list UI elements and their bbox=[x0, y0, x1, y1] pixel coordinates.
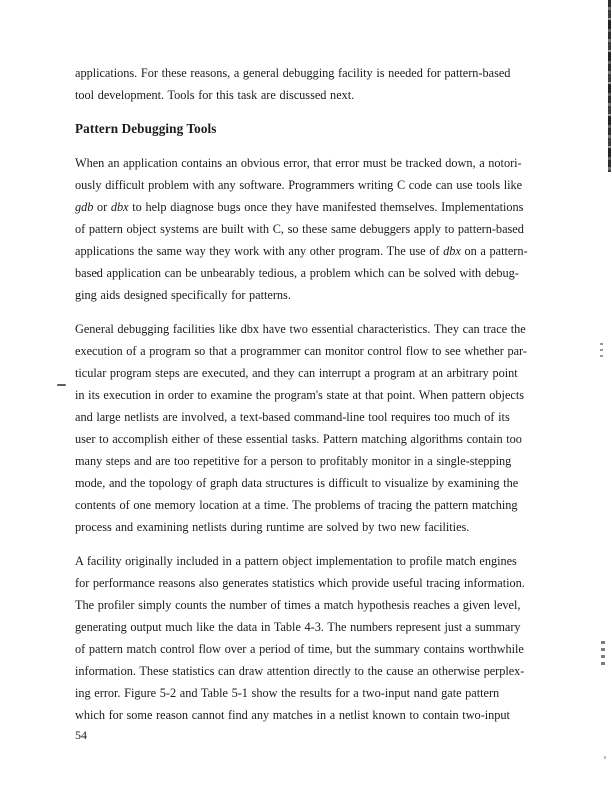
text-line: ing error. Figure 5-2 and Table 5-1 show the results for a two-input nand gate pattern bbox=[75, 686, 500, 700]
text-line: applications the same way they work with any other program. The use of dbx on a pattern- bbox=[75, 244, 528, 258]
text-line: user to accomplish either of these essential tasks. Pattern matching algorithms contain too bbox=[75, 432, 522, 446]
text-line: A facility originally included in a pattern object implementation to profile match engines bbox=[75, 554, 517, 568]
text-line: and large netlists are involved, a text-based command-line tool requires too much of its bbox=[75, 410, 510, 424]
italic-term: dbx bbox=[443, 244, 461, 258]
scan-artifact-speck bbox=[600, 343, 603, 358]
text-line: General debugging facilities like dbx have two essential characteristics. They can trace the bbox=[75, 322, 526, 336]
text-line: mode, and the topology of graph data structures is difficult to visualize by examining the bbox=[75, 476, 519, 490]
text-line: which for some reason cannot find any matches in a netlist known to contain two-input bbox=[75, 708, 510, 722]
text-line: based application can be unbearably tedious, a problem which can be solved with debug- bbox=[75, 266, 519, 280]
paragraph bbox=[75, 62, 545, 106]
text-line: The profiler simply counts the number of times a match hypothesis reaches a given level, bbox=[75, 598, 521, 612]
text-line: ticular program steps are executed, and they can interrupt a program at an arbitrary point bbox=[75, 366, 518, 380]
paragraph bbox=[75, 152, 545, 306]
page-number: 54 bbox=[75, 728, 87, 742]
text-line: ously difficult problem with any software. Programmers writing C code can use tools like bbox=[75, 178, 523, 192]
italic-term: dbx bbox=[110, 200, 129, 214]
text-line: contents of one memory location at a time. The problems of tracing the pattern matching bbox=[75, 498, 518, 512]
text-line: information. These statistics can draw attention directly to the cause an otherwise perplex- bbox=[75, 664, 525, 678]
margin-mark bbox=[57, 384, 66, 386]
page-body bbox=[75, 62, 545, 738]
section-heading: Pattern Debugging Tools bbox=[75, 121, 217, 136]
text-line: ging aids designed specifically for patterns. bbox=[75, 288, 291, 302]
paragraph bbox=[75, 550, 545, 726]
scan-artifact-right-edge bbox=[608, 0, 611, 172]
text-line: generating output much like the data in Table 4-3. The numbers represent just a summary bbox=[75, 620, 521, 634]
italic-term: gdb bbox=[75, 200, 94, 214]
text-line: tool development. Tools for this task are discussed next. bbox=[75, 88, 355, 102]
text-line: of pattern match control flow over a period of time, but the summary contains worthwhile bbox=[75, 642, 524, 656]
text-line: in its execution in order to examine the program's state at that point. When pattern objects bbox=[75, 388, 524, 402]
text-line: applications. For these reasons, a general debugging facility is needed for pattern-based bbox=[75, 66, 511, 80]
text-line: process and examining netlists during runtime are solved by two new facilities. bbox=[75, 520, 470, 534]
text-line: When an application contains an obvious error, that error must be tracked down, a notori- bbox=[75, 156, 522, 170]
text-line: of pattern object systems are built with C, so these same debuggers apply to pattern-based bbox=[75, 222, 524, 236]
text-line: execution of a program so that a programmer can monitor control flow to see whether par- bbox=[75, 344, 527, 358]
paragraph bbox=[75, 318, 545, 538]
text-line: for performance reasons also generates statistics which provide useful tracing information. bbox=[75, 576, 525, 590]
text-line: many steps and are too repetitive for a person to profitably monitor in a single-stepping bbox=[75, 454, 512, 468]
text-line: gdb or dbx to help diagnose bugs once they have manifested themselves. Implementations bbox=[75, 200, 524, 214]
scan-artifact-speck bbox=[601, 641, 605, 668]
scan-artifact-speck bbox=[604, 756, 606, 759]
